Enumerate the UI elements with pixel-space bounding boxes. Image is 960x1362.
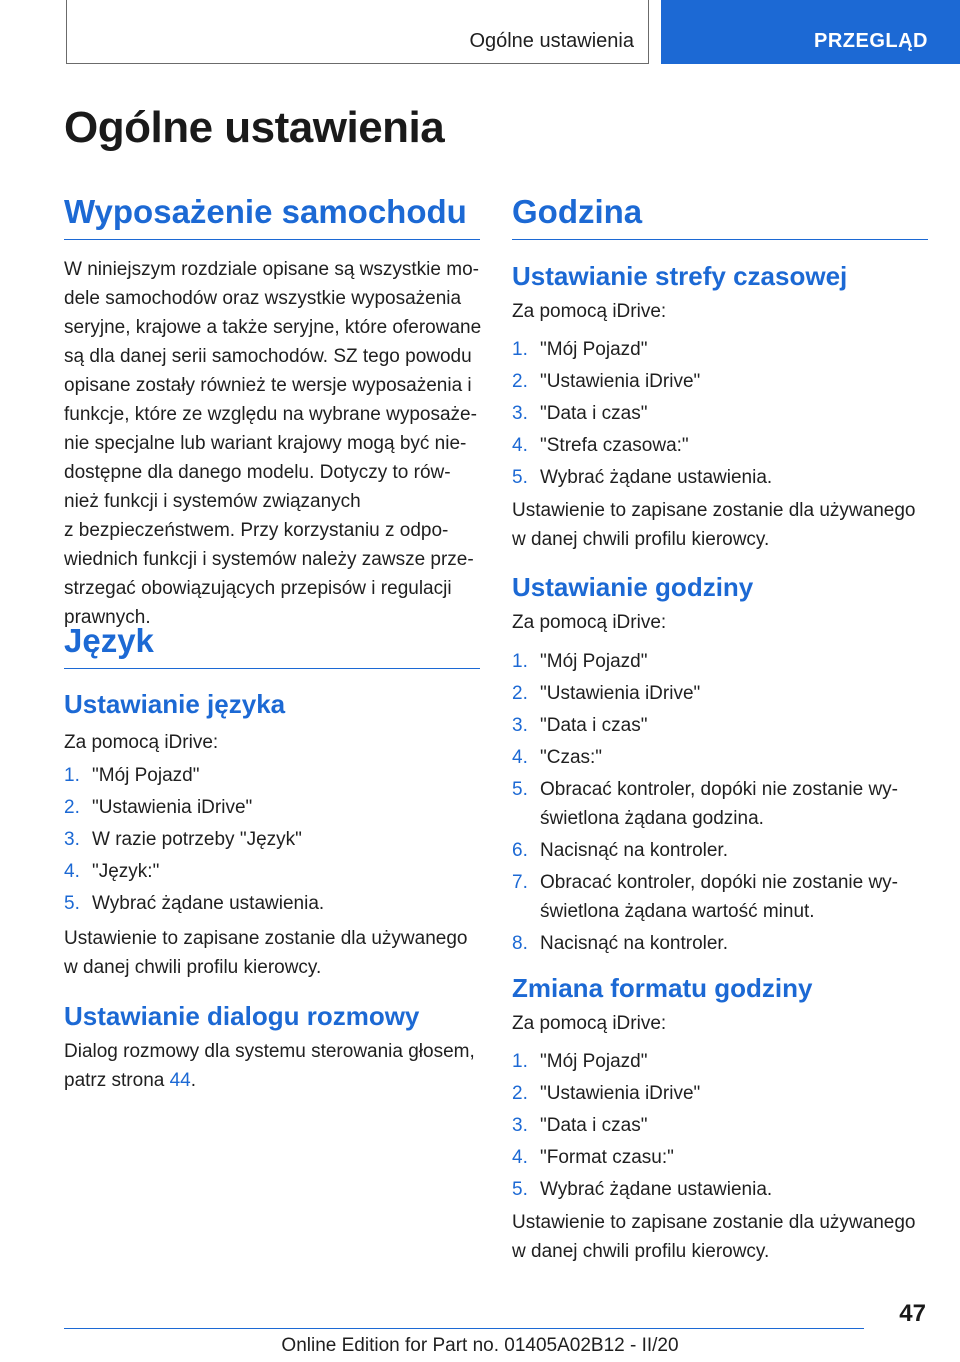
- timezone-note: [512, 496, 942, 554]
- step-text: [540, 775, 898, 833]
- step-text: "Strefa czasowa:": [540, 434, 689, 456]
- list-item: [512, 333, 942, 365]
- step-number: 5.: [512, 1178, 528, 1200]
- step-text: "Mój Pojazd": [540, 650, 648, 672]
- step-text: Wybrać żądane ustawienia.: [540, 466, 773, 488]
- heading-set-language: Ustawianie języka: [64, 689, 286, 719]
- dialog-line-suffix: .: [190, 1070, 197, 1091]
- step-number: 3.: [64, 828, 80, 850]
- list-item: [512, 773, 942, 834]
- page-title: Ogólne ustawienia: [64, 103, 445, 152]
- heading-dialog: Ustawianie dialogu rozmowy: [64, 1001, 420, 1031]
- header-overview-label: PRZEGLĄD: [814, 30, 928, 52]
- step-number: 2.: [512, 1082, 528, 1104]
- footer-edition-text: Online Edition for Part no. 01405A02B12 - II/20: [281, 1335, 679, 1356]
- set-language-steps: [64, 759, 494, 919]
- step-text: "Ustawienia iDrive": [540, 1082, 701, 1104]
- equipment-line: nie specjalne lub wariant krajowy mogą być nie-: [64, 433, 467, 454]
- step-number: 7.: [512, 871, 528, 893]
- step-text-line: świetlona żądana wartość minut.: [540, 900, 815, 922]
- step-number: 3.: [512, 402, 528, 424]
- step-text: "Data i czas": [540, 714, 648, 736]
- heading-set-time: Ustawianie godziny: [512, 572, 754, 602]
- equipment-line: dele samochodów oraz wszystkie wyposażenia: [64, 288, 462, 309]
- list-item: [512, 365, 942, 397]
- step-number: 4.: [64, 860, 80, 882]
- time-format-intro: Za pomocą iDrive:: [512, 1013, 667, 1034]
- time-format-note: [512, 1208, 942, 1266]
- list-item: [512, 645, 942, 677]
- heading-time: Godzina: [512, 193, 928, 240]
- header-section-tab: [66, 0, 649, 64]
- list-item: [64, 791, 494, 823]
- step-text: "Data i czas": [540, 402, 648, 424]
- equipment-line: seryjne, krajowe a także seryjne, które oferowane: [64, 317, 482, 338]
- step-text-line: Obracać kontroler, dopóki nie zostanie wy-: [540, 871, 899, 893]
- step-text: "Ustawienia iDrive": [92, 796, 253, 818]
- step-number: 3.: [512, 714, 528, 736]
- dialog-line-prefix: patrz strona: [64, 1070, 170, 1091]
- dialog-line: [64, 1066, 494, 1095]
- step-text-line: świetlona żądana godzina.: [540, 807, 764, 829]
- set-time-steps: [512, 645, 942, 959]
- dialog-line: Dialog rozmowy dla systemu sterowania głosem,: [64, 1041, 475, 1062]
- note-line: w danej chwili profilu kierowcy.: [512, 529, 770, 550]
- equipment-line: funkcje, które ze względu na wybrane wyposaże-: [64, 404, 477, 425]
- list-item: [512, 927, 942, 959]
- step-text: Wybrać żądane ustawienia.: [540, 1178, 773, 1200]
- note-line: Ustawienie to zapisane zostanie dla używanego: [512, 500, 916, 521]
- equipment-line: wiednich funkcji i systemów należy zawsze prze-: [64, 549, 474, 570]
- set-language-note: [64, 924, 494, 982]
- step-text: Wybrać żądane ustawienia.: [92, 892, 325, 914]
- timezone-intro: Za pomocą iDrive:: [512, 301, 667, 322]
- equipment-paragraph: [64, 255, 494, 632]
- step-number: 6.: [512, 839, 528, 861]
- list-item: [512, 741, 942, 773]
- equipment-line: prawnych.: [64, 607, 151, 628]
- step-text: "Ustawienia iDrive": [540, 370, 701, 392]
- step-number: 1.: [512, 1050, 528, 1072]
- step-number: 5.: [64, 892, 80, 914]
- step-number: 5.: [512, 466, 528, 488]
- set-time-intro: Za pomocą iDrive:: [512, 612, 667, 633]
- step-number: 8.: [512, 932, 528, 954]
- list-item: [512, 429, 942, 461]
- step-text: [540, 868, 898, 926]
- timezone-steps: [512, 333, 942, 493]
- step-text: "Czas:": [540, 746, 603, 768]
- step-number: 5.: [512, 778, 528, 800]
- list-item: [512, 866, 942, 927]
- step-text: "Mój Pojazd": [540, 338, 648, 360]
- list-item: [64, 759, 494, 791]
- step-text: "Język:": [92, 860, 160, 882]
- step-text: Nacisnąć na kontroler.: [540, 932, 728, 954]
- list-item: [512, 1173, 942, 1205]
- time-format-steps: [512, 1045, 942, 1205]
- step-number: 2.: [512, 370, 528, 392]
- step-number: 2.: [512, 682, 528, 704]
- list-item: [512, 1077, 942, 1109]
- list-item: [512, 1141, 942, 1173]
- note-line: w danej chwili profilu kierowcy.: [64, 957, 322, 978]
- step-number: 3.: [512, 1114, 528, 1136]
- step-text-line: Obracać kontroler, dopóki nie zostanie wy-: [540, 778, 899, 800]
- list-item: [512, 834, 942, 866]
- step-text: "Data i czas": [540, 1114, 648, 1136]
- list-item: [512, 1045, 942, 1077]
- equipment-line: nież funkcji i systemów związanych: [64, 491, 361, 512]
- note-line: Ustawienie to zapisane zostanie dla używanego: [512, 1212, 916, 1233]
- equipment-line: są dla danej serii samochodów. SZ tego powodu: [64, 346, 472, 367]
- equipment-line: W niniejszym rozdziale opisane są wszystkie mo-: [64, 259, 479, 280]
- step-number: 4.: [512, 1146, 528, 1168]
- note-line: Ustawienie to zapisane zostanie dla używanego: [64, 928, 468, 949]
- step-text: Nacisnąć na kontroler.: [540, 839, 728, 861]
- header-section-label: Ogólne ustawienia: [469, 30, 634, 52]
- step-text: "Mój Pojazd": [92, 764, 200, 786]
- step-number: 2.: [64, 796, 80, 818]
- list-item: [512, 461, 942, 493]
- list-item: [512, 709, 942, 741]
- equipment-line: z bezpieczeństwem. Przy korzystaniu z odpo-: [64, 520, 449, 541]
- list-item: [64, 855, 494, 887]
- page-number: 47: [899, 1300, 926, 1327]
- equipment-line: dostępne dla danego modelu. Dotyczy to rów-: [64, 462, 451, 483]
- list-item: [512, 397, 942, 429]
- heading-language: Język: [64, 622, 480, 669]
- footer-divider: [64, 1328, 864, 1329]
- step-number: 1.: [64, 764, 80, 786]
- dialog-paragraph: [64, 1037, 494, 1095]
- heading-equipment: Wyposażenie samochodu: [64, 193, 480, 240]
- step-number: 1.: [512, 338, 528, 360]
- page-reference-link[interactable]: 44: [169, 1070, 191, 1091]
- heading-timezone: Ustawianie strefy czasowej: [512, 261, 848, 291]
- list-item: [64, 823, 494, 855]
- header-overview-tab[interactable]: [661, 0, 960, 64]
- step-text: W razie potrzeby "Język": [92, 828, 302, 850]
- set-language-intro: Za pomocą iDrive:: [64, 732, 219, 753]
- equipment-line: strzegać obowiązujących przepisów i regulacji: [64, 578, 452, 599]
- step-number: 4.: [512, 434, 528, 456]
- list-item: [512, 677, 942, 709]
- step-text: "Format czasu:": [540, 1146, 674, 1168]
- step-number: 4.: [512, 746, 528, 768]
- heading-time-format: Zmiana formatu godziny: [512, 973, 813, 1003]
- list-item: [512, 1109, 942, 1141]
- equipment-line: opisane zostały również te wersje wyposażenia i: [64, 375, 472, 396]
- note-line: w danej chwili profilu kierowcy.: [512, 1241, 770, 1262]
- list-item: [64, 887, 494, 919]
- step-text: "Mój Pojazd": [540, 1050, 648, 1072]
- step-number: 1.: [512, 650, 528, 672]
- step-text: "Ustawienia iDrive": [540, 682, 701, 704]
